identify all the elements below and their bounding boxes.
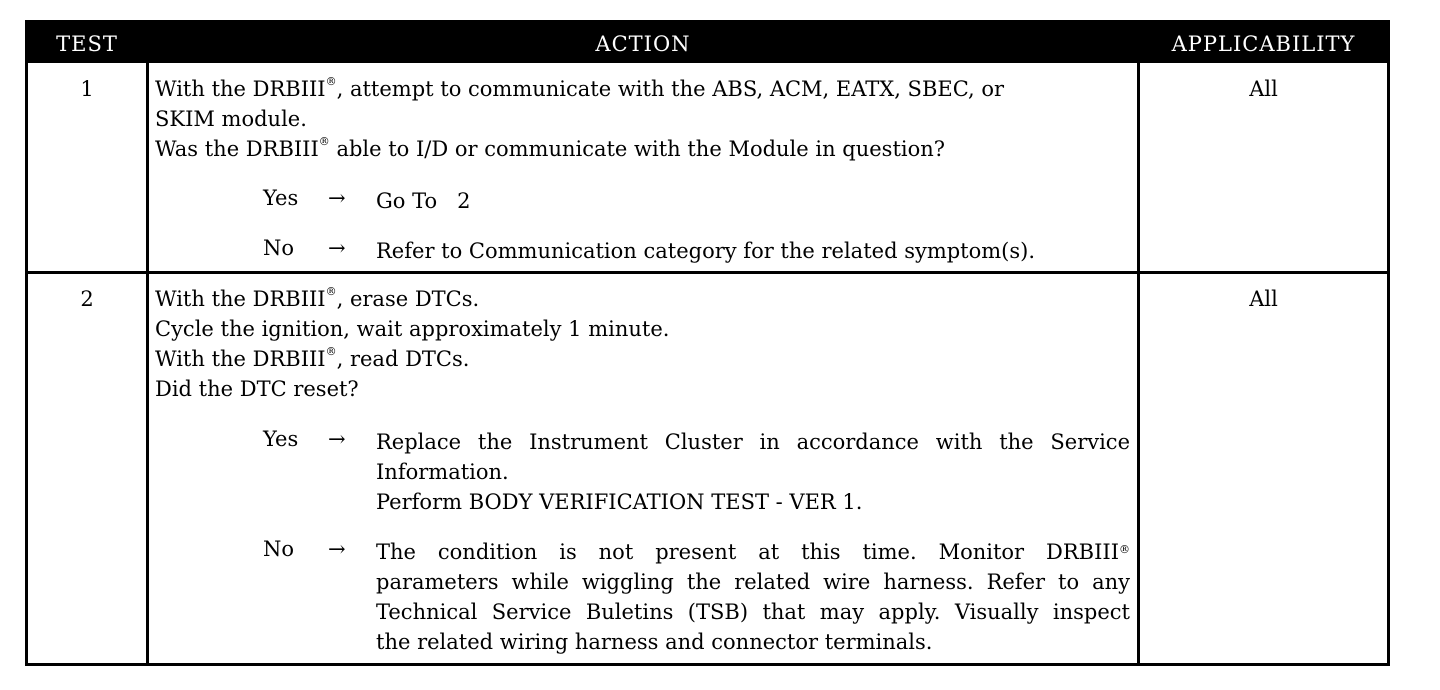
result-text: Replace the Instrument Cluster in accordance with the Service: [376, 430, 1130, 454]
diagnostic-table: [25, 20, 1390, 666]
header-applicability: APPLICABILITY: [1171, 32, 1356, 56]
yes-result: [376, 186, 1130, 216]
result-text: parameters while wiggling the related wire harness. Refer to any: [376, 570, 1130, 594]
test-number: 1: [80, 77, 94, 101]
result-text: Information.: [376, 460, 509, 484]
action-text: Did the DTC reset?: [155, 377, 359, 401]
no-label: No: [263, 236, 295, 260]
yes-label: Yes: [263, 186, 299, 210]
action-text: With the DRBIII®, attempt to communicate with the ABS, ACM, EATX, SBEC, or: [155, 75, 1005, 101]
action-text: With the DRBIII®, erase DTCs.: [155, 285, 480, 311]
column-divider: [146, 63, 149, 663]
row-divider: [28, 271, 1387, 274]
action-text: Cycle the ignition, wait approximately 1 minute.: [155, 317, 670, 341]
arrow-icon: →: [328, 186, 346, 210]
result-text: the related wiring harness and connector terminals.: [376, 630, 933, 654]
yes-label: Yes: [263, 427, 299, 451]
no-result: [376, 537, 1130, 657]
result-text: Perform BODY VERIFICATION TEST - VER 1.: [376, 490, 863, 514]
yes-result: [376, 427, 1130, 517]
result-text: Refer to Communication category for the related symptom(s).: [376, 239, 1036, 263]
test-number: 2: [80, 287, 94, 311]
result-text: Technical Service Buletins (TSB) that may apply. Visually inspect: [376, 600, 1130, 624]
header-test: TEST: [56, 32, 118, 56]
no-result: [376, 236, 1130, 266]
result-text: The condition is not present at this time. Monitor DRBIII®: [376, 540, 1130, 564]
action-text: With the DRBIII®, read DTCs.: [155, 345, 470, 371]
action-text: Was the DRBIII® able to I/D or communicate with the Module in question?: [155, 135, 946, 161]
result-text: Go To 2: [376, 189, 471, 213]
applicability-value: All: [1249, 77, 1278, 101]
no-label: No: [263, 537, 295, 561]
arrow-icon: →: [328, 537, 346, 561]
column-divider: [1137, 63, 1140, 663]
header-action: ACTION: [595, 32, 691, 56]
arrow-icon: →: [328, 236, 346, 260]
action-text: SKIM module.: [155, 107, 307, 131]
applicability-value: All: [1249, 287, 1278, 311]
table-header: [28, 23, 1387, 63]
arrow-icon: →: [328, 427, 346, 451]
